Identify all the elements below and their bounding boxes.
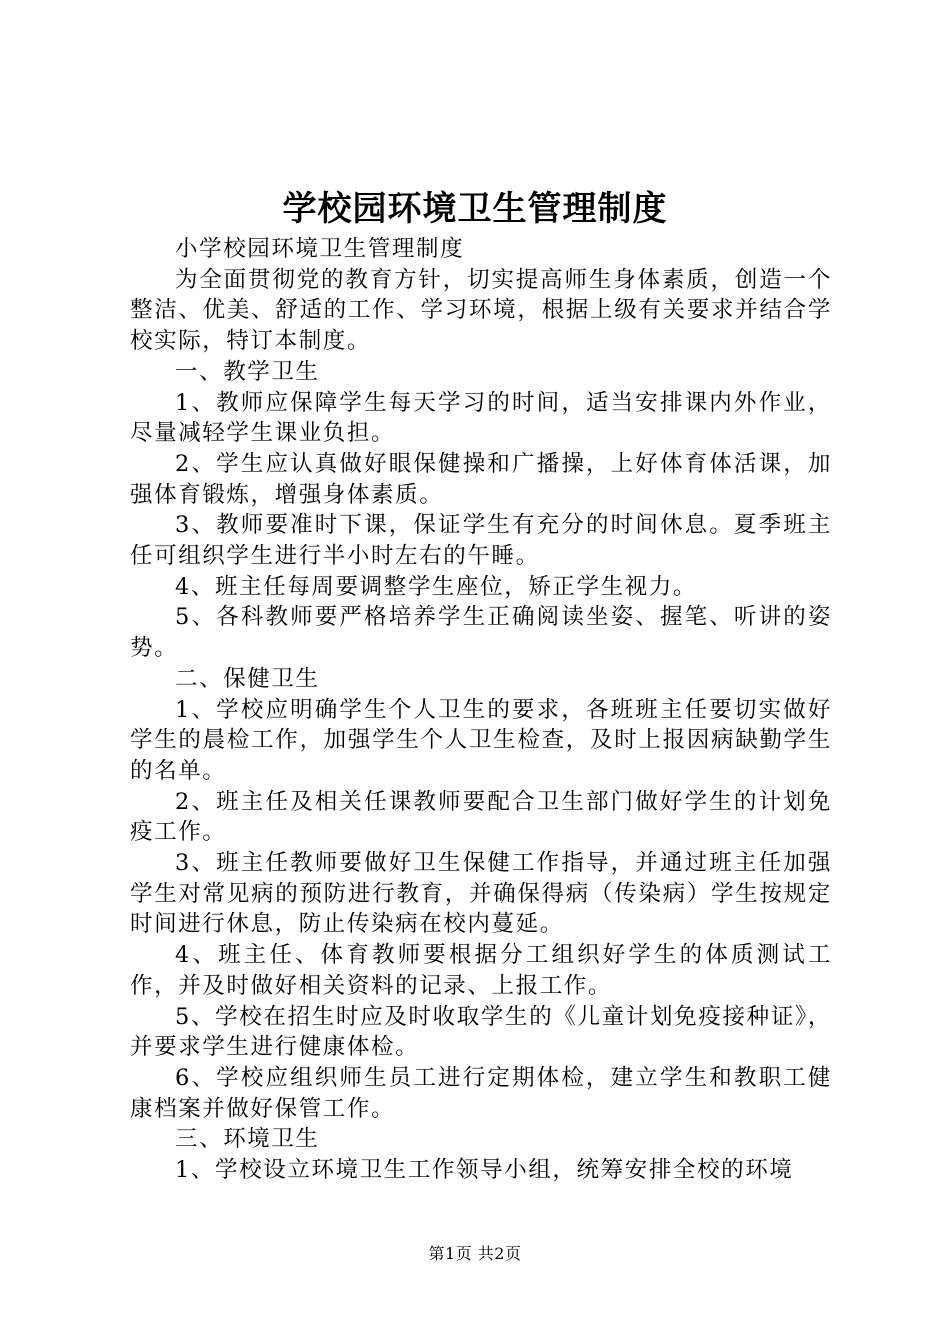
paragraph: 5、各科教师要严格培养学生正确阅读坐姿、握笔、听讲的姿势。 [130,604,832,662]
section-heading: 一、教学卫生 [175,358,320,385]
section-heading: 二、保健卫生 [175,665,320,692]
paragraph: 3、班主任教师要做好卫生保健工作指导，并通过班主任加强学生对常见病的预防进行教育，并确保得病（传染病）学生按规定时间进行休息，防止传染病在校内蔓延。 [130,850,832,938]
paragraph: 5、学校在招生时应及时收取学生的《儿童计划免疫接种证》，并要求学生进行健康体检。 [130,1003,832,1061]
paragraph: 1、学校应明确学生个人卫生的要求，各班班主任要切实做好学生的晨检工作，加强学生个人卫生检查，及时上报因病缺勤学生的名单。 [130,696,832,784]
paragraph: 为全面贯彻党的教育方针，切实提高师生身体素质，创造一个整洁、优美、舒适的工作、学习环境，根据上级有关要求并结合学校实际，特订本制度。 [130,266,832,355]
paragraph: 1、教师应保障学生每天学习的时间，适当安排课内外作业，尽量减轻学生课业负担。 [130,389,832,447]
paragraph: 小学校园环境卫生管理制度 [175,236,465,262]
paragraph: 4、班主任每周要调整学生座位，矫正学生视力。 [175,573,698,600]
paragraph: 2、班主任及相关任课教师要配合卫生部门做好学生的计划免疫工作。 [130,788,832,846]
document-body [130,234,832,1186]
document-title: 学校园环境卫生管理制度 [282,189,668,229]
section-heading: 三、环境卫生 [175,1126,320,1153]
paragraph: 4、班主任、体育教师要根据分工组织好学生的体质测试工作，并及时做好相关资料的记录、上报工作。 [130,942,832,999]
paragraph: 3、教师要准时下课，保证学生有充分的时间休息。夏季班主任可组织学生进行半小时左右的午睡。 [130,512,832,570]
paragraph: 1、学校设立环境卫生工作领导小组，统筹安排全校的环境 [175,1157,794,1184]
page-number-footer: 第1页 共2页 [428,1244,522,1263]
paragraph: 6、学校应组织师生员工进行定期体检，建立学生和教职工健康档案并做好保管工作。 [130,1064,832,1122]
paragraph: 2、学生应认真做好眼保健操和广播操，上好体育体活课，加强体育锻炼，增强身体素质。 [130,450,832,508]
